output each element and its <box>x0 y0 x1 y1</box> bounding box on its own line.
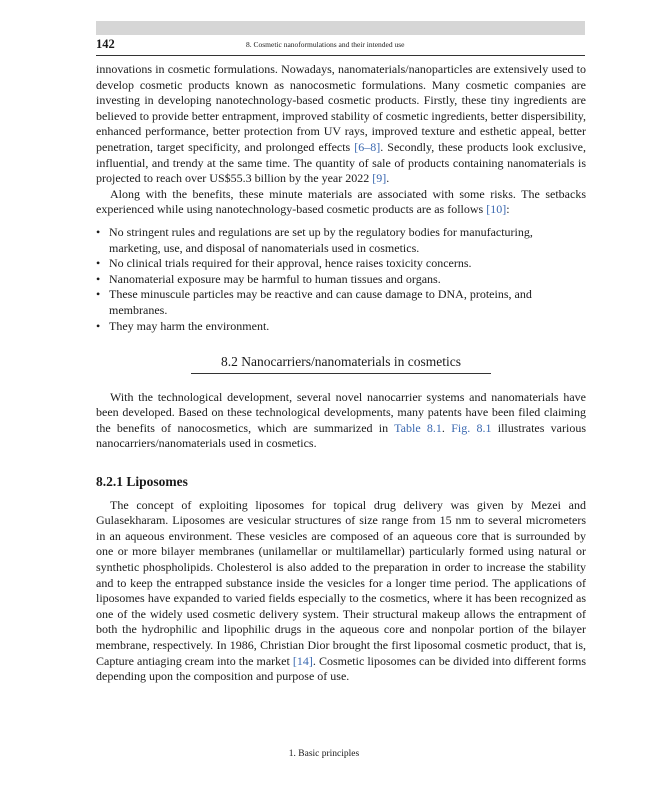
list-item: • No stringent rules and regulations are set up by the regulatory bodies for manufacturing, marketing, use, and disposal of nanomaterials used in cosmetics. <box>96 224 533 255</box>
citation-link[interactable]: [6–8] <box>354 139 381 154</box>
list-item: • These minuscule particles may be reactive and can cause damage to DNA, proteins, and membranes. <box>96 287 532 317</box>
figure-link[interactable]: Fig. 8.1 <box>451 420 492 435</box>
bullet-icon: • <box>96 224 101 239</box>
list-item: • They may harm the environment. <box>96 318 270 333</box>
paragraph-intro: innovations in cosmetic formulations. Nowadays, nanomaterials/nanoparticles are extensively used to develop cosmetic products known as nanocosmetic formulations. Many cosmetic companies are investing in developing nanotechnology-based cosmetic products. Firstly, these tiny ingredients are believed to provide better entrapment, improved stability of cosmetic ingredients, better dispersibility, enhanced performance, better protection from UV rays, improved texture and esthetic appeal, better penetration, target specificity, and prolonged effects [6–8]. Secondly, these products look exclusive, influential, and trendy at the same time. The quantity of sale of products containing nanomaterials is projected to reach over US$55.3 billion by the year 2022 [9]. <box>96 62 586 186</box>
running-title: 8. Cosmetic nanoformulations and their intended use <box>246 40 405 49</box>
citation-link[interactable]: [10] <box>486 202 507 217</box>
page-number: 142 <box>96 37 115 51</box>
page-content <box>96 62 586 685</box>
page-footer: 1. Basic principles <box>288 749 360 759</box>
table-link[interactable]: Table 8.1 <box>394 420 442 435</box>
bullet-icon: • <box>96 256 101 271</box>
section-heading-wrapper <box>96 354 586 374</box>
bullet-icon: • <box>96 287 101 302</box>
paragraph-nanocarriers: With the technological development, several novel nanocarrier systems and nanomaterials have been developed. Based on these technological developments, many patents have been filed claiming the benefits of nanocosmetics, which are summarized in Table 8.1. Fig. 8.1 illustrates various nanocarriers/nanomaterials used in cosmetics. <box>96 389 587 451</box>
list-item: • No clinical trials required for their approval, hence raises toxicity concerns. <box>96 256 472 271</box>
citation-link[interactable]: [9] <box>372 171 387 186</box>
list-item: • Nanomaterial exposure may be harmful to human tissues and organs. <box>96 271 441 286</box>
page-header <box>96 37 585 56</box>
top-gray-bar <box>96 21 585 35</box>
paragraph-risks: Along with the benefits, these minute materials are associated with some risks. The setbacks experienced while using nanotechnology-based cosmetic products are as follows [10]: <box>96 186 586 217</box>
citation-link[interactable]: [14] <box>292 653 313 668</box>
subsection-heading: 8.2.1 Liposomes <box>96 474 188 490</box>
bullet-icon: • <box>96 318 101 333</box>
bullet-icon: • <box>96 271 101 286</box>
section-heading: 8.2 Nanocarriers/nanomaterials in cosmetics <box>191 354 491 374</box>
risk-list <box>96 225 586 334</box>
paragraph-liposomes: The concept of exploiting liposomes for topical drug delivery was given by Mezei and Gulasekharam. Liposomes are vesicular structures of size range from 15 nm to several micrometers in an aqueous environment. These vesicles are composed of an aqueous core that is surrounded by one or more bilayer membranes (unilamellar or multilamellar) particularly formed using natural or synthetic phospholipids. Cholesterol is also added to the preparation in order to increase the stability and to keep the entrapped substance inside the vesicles for a longer time period. The applications of liposomes have expanded to varied fields especially to the cosmetics, where it has been recognized as one of the widely used cosmetic delivery system. Their structural makeup allows the entrapment of both the hydrophilic and lipophilic drugs in the aqueous core and nonpolar portion of the bilayer membrane, respectively. In 1986, Christian Dior brought the first liposomal cosmetic product, that is, Capture antiaging cream into the market [14]. Cosmetic liposomes can be divided into different forms depending upon the composition and purpose of use. <box>96 497 586 684</box>
